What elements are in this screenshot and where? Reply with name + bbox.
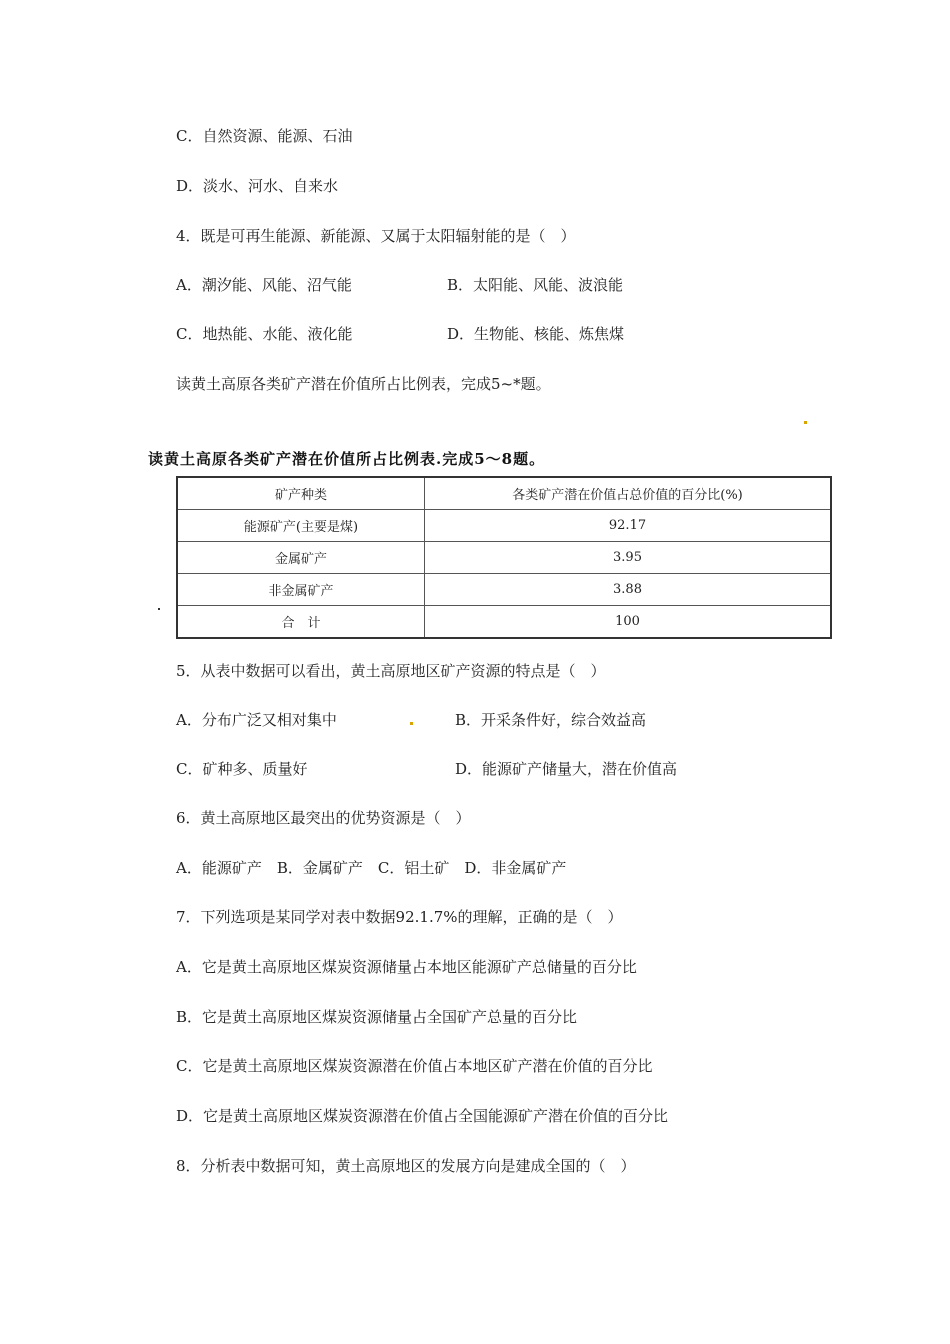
table-row (177, 606, 831, 639)
row-value: 100 (425, 606, 832, 639)
q5-option-d: D．能源矿产储量大，潜在价值高 (455, 760, 678, 778)
q5-option-c: C．矿种多、质量好 (176, 760, 308, 778)
table-row (177, 542, 831, 574)
q4-option-d: D．生物能、核能、炼焦煤 (447, 325, 625, 343)
q6-options: A．能源矿产 B．金属矿产 C．铝土矿 D．非金属矿产 (176, 859, 567, 877)
stray-mark (804, 421, 807, 424)
q5-option-b: B．开采条件好，综合效益高 (455, 711, 647, 729)
option-c-text: C．自然资源、能源、石油 (176, 127, 353, 145)
stray-mark (410, 722, 413, 725)
table-header-row (177, 477, 831, 510)
question-4: 4．既是可再生能源、新能源、又属于太阳辐射能的是（ ） (176, 227, 576, 245)
table-intro: 读黄土高原各类矿产潜在价值所占比例表，完成5~*题。 (176, 375, 551, 393)
q7-option-d: D．它是黄土高原地区煤炭资源潜在价值占全国能源矿产潜在价值的百分比 (176, 1107, 669, 1125)
header-mineral-type: 矿产种类 (177, 477, 425, 510)
q7-option-b: B．它是黄土高原地区煤炭资源储量占全国矿产总量的百分比 (176, 1008, 578, 1026)
mineral-value-table (176, 476, 832, 639)
row-value: 3.95 (425, 542, 832, 574)
table-caption: 读黄土高原各类矿产潜在价值所占比例表.完成5～8题。 (148, 450, 546, 468)
q4-option-b: B．太阳能、风能、波浪能 (447, 276, 624, 294)
row-label: 合 计 (177, 606, 425, 639)
q5-option-a: A．分布广泛又相对集中 (176, 711, 337, 729)
row-label: 能源矿产(主要是煤) (177, 510, 425, 542)
row-label: 非金属矿产 (177, 574, 425, 606)
option-d-text: D．淡水、河水、自来水 (176, 177, 339, 195)
table-row (177, 510, 831, 542)
question-8: 8．分析表中数据可知，黄土高原地区的发展方向是建成全国的（ ） (176, 1157, 636, 1175)
q7-option-a: A．它是黄土高原地区煤炭资源储量占本地区能源矿产总储量的百分比 (176, 958, 637, 976)
row-value: 3.88 (425, 574, 832, 606)
table-row (177, 574, 831, 606)
stray-mark (158, 608, 160, 610)
question-6: 6．黄土高原地区最突出的优势资源是（ ） (176, 809, 471, 827)
question-7: 7．下列选项是某同学对表中数据92.1.7%的理解，正确的是（ ） (176, 908, 623, 926)
question-5: 5．从表中数据可以看出，黄土高原地区矿产资源的特点是（ ） (176, 662, 606, 680)
header-percentage: 各类矿产潜在价值占总价值的百分比(%) (425, 477, 832, 510)
q4-option-a: A．潮汐能、风能、沼气能 (176, 276, 352, 294)
row-value: 92.17 (425, 510, 832, 542)
row-label: 金属矿产 (177, 542, 425, 574)
q7-option-c: C．它是黄土高原地区煤炭资源潜在价值占本地区矿产潜在价值的百分比 (176, 1057, 653, 1075)
q4-option-c: C．地热能、水能、液化能 (176, 325, 353, 343)
